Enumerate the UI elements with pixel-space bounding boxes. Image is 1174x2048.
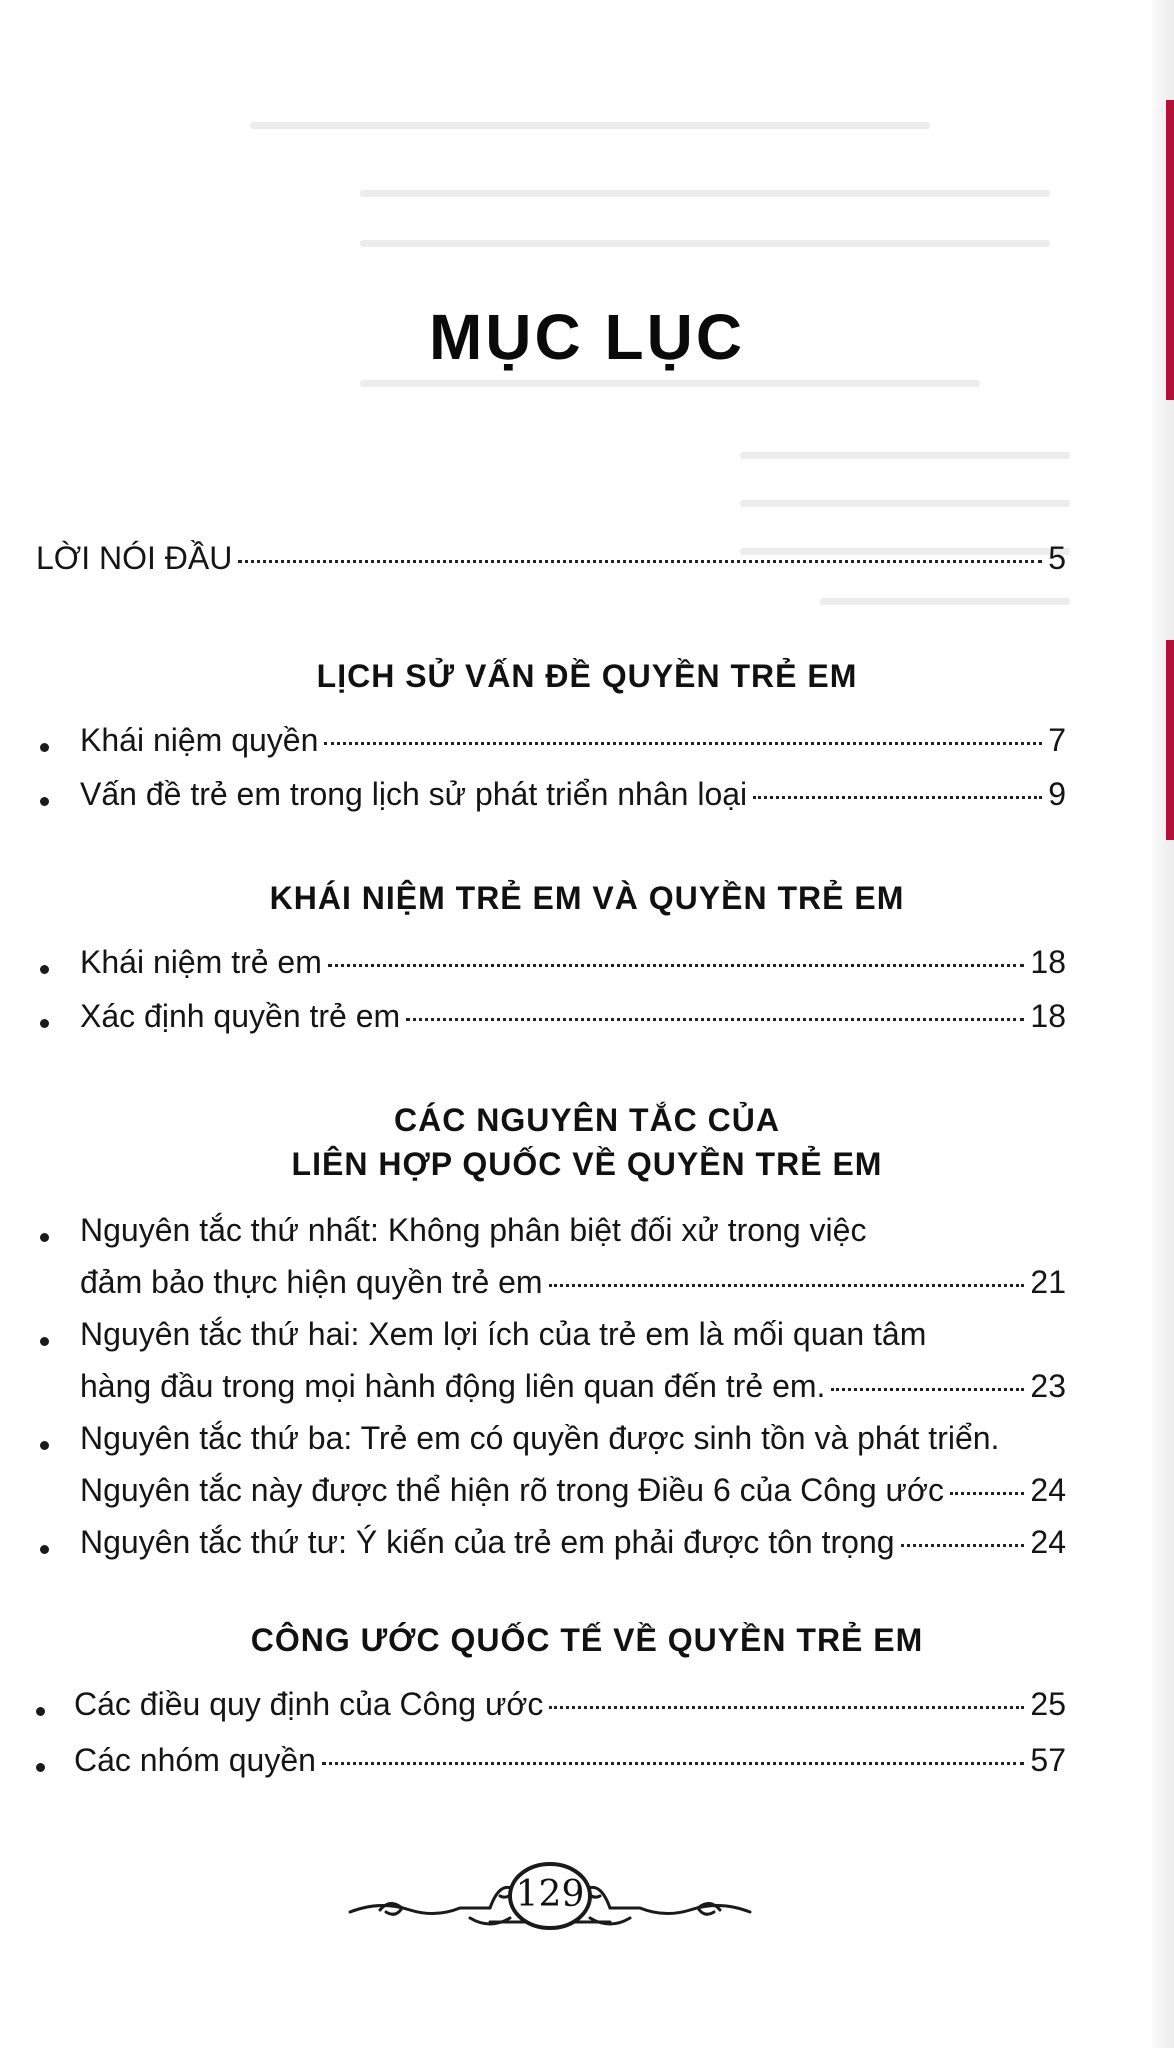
section-heading: LỊCH SỬ VẤN ĐỀ QUYỀN TRẺ EM (316, 658, 858, 694)
toc-entry[interactable] (80, 1264, 1066, 1301)
dot-leader (753, 796, 1042, 799)
dot-leader (322, 1762, 1024, 1765)
bullet-icon (40, 1441, 49, 1450)
toc-page-number: 18 (1030, 998, 1066, 1034)
toc-page-number: 9 (1048, 776, 1066, 812)
section-heading: CÔNG ƯỚC QUỐC TẾ VỀ QUYỀN TRẺ EM (250, 1622, 924, 1658)
dot-leader (406, 1018, 1024, 1021)
toc-entry-label: hàng đầu trong mọi hành động liên quan đến trẻ em. (80, 1368, 826, 1404)
toc-entry[interactable] (74, 1686, 1066, 1723)
toc-entry-preface[interactable] (36, 540, 1066, 577)
toc-entry[interactable] (80, 998, 1066, 1035)
section-heading-line1: CÁC NGUYÊN TẮC CỦA (394, 1102, 780, 1138)
show-through-line (360, 240, 1050, 247)
toc-page-number: 24 (1030, 1472, 1066, 1508)
toc-entry-first-line[interactable]: Nguyên tắc thứ nhất: Không phân biệt đối xử trong việc (80, 1212, 867, 1248)
toc-entry-first-line[interactable]: Nguyên tắc thứ hai: Xem lợi ích của trẻ em là mối quan tâm (80, 1316, 927, 1352)
toc-page-number: 21 (1030, 1264, 1066, 1300)
dot-leader (549, 1284, 1025, 1287)
bullet-icon (40, 1337, 49, 1346)
toc-entry-label: Các nhóm quyền (74, 1742, 316, 1778)
toc-entry[interactable] (80, 1472, 1066, 1509)
toc-page-number: 18 (1030, 944, 1066, 980)
bullet-icon (40, 1545, 49, 1554)
toc-page-number: 57 (1030, 1742, 1066, 1778)
show-through-line (740, 500, 1070, 507)
bullet-icon (36, 1763, 45, 1772)
toc-page-number: 24 (1030, 1524, 1066, 1560)
dot-leader (549, 1706, 1024, 1709)
toc-entry[interactable] (80, 776, 1066, 813)
dot-leader (901, 1544, 1025, 1547)
toc-page-number: 25 (1030, 1686, 1066, 1722)
toc-entry[interactable] (80, 722, 1066, 759)
toc-entry-first-line[interactable]: Nguyên tắc thứ ba: Trẻ em có quyền được sinh tồn và phát triển. (80, 1420, 1000, 1456)
show-through-line (250, 122, 930, 129)
bullet-icon (40, 965, 49, 974)
page-title: MỤC LỤC (428, 301, 746, 373)
bullet-icon (40, 797, 49, 806)
toc-entry-label: Khái niệm quyền (80, 722, 319, 758)
toc-page-number: 5 (1048, 540, 1066, 576)
toc-entry-label: Các điều quy định của Công ước (74, 1686, 544, 1722)
section-heading: KHÁI NIỆM TRẺ EM VÀ QUYỀN TRẺ EM (269, 880, 905, 916)
toc-entry-label: Vấn đề trẻ em trong lịch sử phát triển nhân loại (80, 776, 748, 812)
page-number: 129 (515, 1873, 585, 1915)
bullet-icon (40, 743, 49, 752)
dot-leader (324, 742, 1042, 745)
toc-entry[interactable] (80, 944, 1066, 981)
toc-entry-label: LỜI NÓI ĐẦU (36, 540, 233, 576)
dot-leader (328, 964, 1025, 967)
toc-entry-label: Nguyên tắc này được thể hiện rõ trong Điều 6 của Công ước (80, 1472, 944, 1508)
bullet-icon (36, 1707, 45, 1716)
dot-leader (831, 1388, 1024, 1391)
show-through-line (820, 598, 1070, 605)
dot-leader (950, 1492, 1024, 1495)
section-heading-line2: LIÊN HỢP QUỐC VỀ QUYỀN TRẺ EM (291, 1146, 883, 1182)
toc-page-number: 23 (1030, 1368, 1066, 1404)
bullet-icon (40, 1233, 49, 1242)
toc-entry[interactable] (80, 1368, 1066, 1405)
bullet-icon (40, 1019, 49, 1028)
toc-entry[interactable] (80, 1524, 1066, 1561)
toc-entry-label: đảm bảo thực hiện quyền trẻ em (80, 1264, 543, 1300)
show-through-line (360, 380, 980, 387)
toc-entry-label: Nguyên tắc thứ tư: Ý kiến của trẻ em phải được tôn trọng (80, 1524, 895, 1560)
show-through-line (740, 452, 1070, 459)
toc-entry-label: Xác định quyền trẻ em (80, 998, 401, 1034)
toc-page-number: 7 (1048, 722, 1066, 758)
dot-leader (238, 560, 1042, 563)
toc-entry[interactable] (74, 1742, 1066, 1779)
show-through-line (360, 190, 1050, 197)
toc-entry-label: Khái niệm trẻ em (80, 944, 322, 980)
